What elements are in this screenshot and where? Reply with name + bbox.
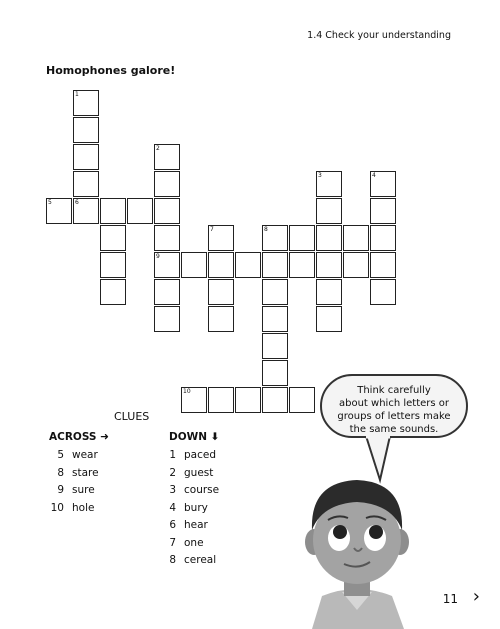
clue-number: 8 xyxy=(57,466,64,479)
clue-word: guest xyxy=(184,466,214,479)
clue-number-label: 6 xyxy=(75,199,79,206)
crossword-cell[interactable] xyxy=(262,279,288,305)
crossword-cell[interactable] xyxy=(370,252,396,278)
crossword-cell[interactable] xyxy=(316,225,342,251)
clue-number: 10 xyxy=(50,501,64,514)
bubble-line: Think carefully xyxy=(357,385,431,396)
clue-number: 5 xyxy=(57,449,64,461)
crossword-cell[interactable] xyxy=(370,279,396,305)
clue-number-label: 5 xyxy=(48,199,52,206)
crossword-cell[interactable] xyxy=(73,117,99,143)
bubble-line: the same sounds. xyxy=(349,424,439,435)
clue-word: stare xyxy=(72,466,99,479)
clue-item xyxy=(156,484,219,496)
clue-word: sure xyxy=(72,484,95,496)
clue-number-label: 9 xyxy=(156,253,160,260)
clue-word: hole xyxy=(72,501,95,514)
crossword-cell[interactable] xyxy=(343,252,369,278)
crossword-cell[interactable] xyxy=(289,225,315,251)
clue-item xyxy=(44,467,99,479)
clue-number: 1 xyxy=(169,449,176,461)
clue-number-label: 3 xyxy=(318,172,322,179)
crossword-cell[interactable] xyxy=(316,306,342,332)
clue-number-label: 8 xyxy=(264,226,268,233)
clue-number: 8 xyxy=(169,554,176,566)
crossword-cell[interactable] xyxy=(127,198,153,224)
section-header: 1.4 Check your understanding xyxy=(307,30,451,41)
clue-item xyxy=(44,502,94,514)
crossword-cell[interactable] xyxy=(73,144,99,170)
crossword-cell[interactable] xyxy=(262,360,288,386)
clue-number-label: 10 xyxy=(183,388,191,395)
clue-item xyxy=(156,519,208,531)
clue-word: cereal xyxy=(184,554,217,566)
clue-word: course xyxy=(184,484,220,496)
crossword-cell[interactable] xyxy=(154,279,180,305)
bubble-line: groups of letters make xyxy=(337,411,451,422)
clue-word: hear xyxy=(184,519,208,531)
clue-number-label: 2 xyxy=(156,145,160,152)
crossword-cell[interactable] xyxy=(154,306,180,332)
crossword-cell[interactable] xyxy=(154,198,180,224)
clue-number: 7 xyxy=(169,536,176,549)
crossword-cell[interactable] xyxy=(208,387,234,413)
clue-word: bury xyxy=(184,501,208,514)
page-title: Homophones galore! xyxy=(46,64,176,77)
crossword-cell[interactable] xyxy=(262,306,288,332)
crossword-cell[interactable] xyxy=(73,171,99,197)
crossword-cell[interactable] xyxy=(316,198,342,224)
clue-item xyxy=(156,554,216,566)
clue-item xyxy=(44,449,98,461)
crossword-cell[interactable] xyxy=(100,225,126,251)
speech-bubble xyxy=(320,374,468,438)
crossword-cell[interactable] xyxy=(289,252,315,278)
crossword-cell[interactable] xyxy=(181,252,207,278)
clue-word: one xyxy=(184,536,204,549)
clue-number-label: 1 xyxy=(75,91,79,98)
clue-item xyxy=(156,449,216,461)
crossword-cell[interactable] xyxy=(262,252,288,278)
clue-item xyxy=(156,467,213,479)
crossword-cell[interactable] xyxy=(235,252,261,278)
crossword-cell[interactable] xyxy=(262,387,288,413)
clue-item xyxy=(156,537,204,549)
clue-word: wear xyxy=(72,449,98,461)
clue-number-label: 7 xyxy=(210,226,214,233)
clues-heading: CLUES xyxy=(114,410,150,423)
crossword-cell[interactable] xyxy=(208,279,234,305)
clue-word: paced xyxy=(184,449,216,461)
boy-illustration xyxy=(292,470,422,629)
clue-item xyxy=(44,484,95,496)
clue-number: 9 xyxy=(57,484,64,496)
clue-number-label: 4 xyxy=(372,172,376,179)
crossword-cell[interactable] xyxy=(100,252,126,278)
crossword-cell[interactable] xyxy=(208,252,234,278)
clue-number: 6 xyxy=(169,519,176,531)
clue-number: 4 xyxy=(169,501,176,514)
crossword-cell[interactable] xyxy=(100,279,126,305)
bubble-line: about which letters or xyxy=(339,398,449,409)
crossword-cell[interactable] xyxy=(370,198,396,224)
crossword-cell[interactable] xyxy=(262,333,288,359)
crossword-cell[interactable] xyxy=(316,252,342,278)
chevron-right-icon[interactable]: › xyxy=(472,586,480,607)
crossword-cell[interactable] xyxy=(100,198,126,224)
across-heading: ACROSS ➜ xyxy=(49,431,109,443)
crossword-cell[interactable] xyxy=(316,279,342,305)
crossword-cell[interactable] xyxy=(289,387,315,413)
crossword-cell[interactable] xyxy=(208,306,234,332)
down-heading: DOWN ⬇ xyxy=(169,431,220,443)
clue-number: 3 xyxy=(169,484,176,496)
clue-item xyxy=(156,502,208,514)
crossword-cell[interactable] xyxy=(235,387,261,413)
crossword-cell[interactable] xyxy=(370,225,396,251)
clue-number: 2 xyxy=(169,466,176,479)
crossword-cell[interactable] xyxy=(154,225,180,251)
crossword-cell[interactable] xyxy=(343,225,369,251)
crossword-cell[interactable] xyxy=(154,171,180,197)
page-number: 11 xyxy=(442,592,458,606)
